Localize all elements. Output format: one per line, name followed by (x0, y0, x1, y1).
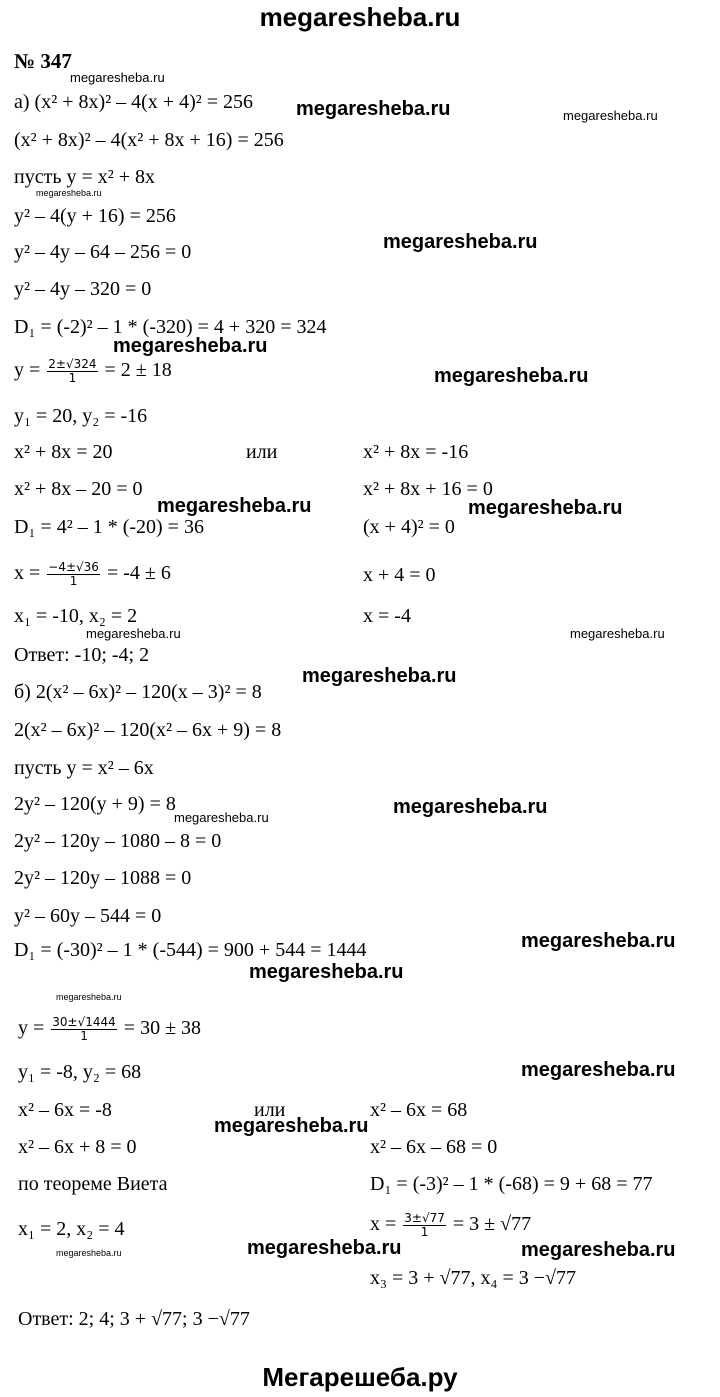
part-b-y-eq: y = (18, 1017, 45, 1040)
part-b-right-3: D₁ = (-3)² – 1 * (-68) = 9 + 68 = 77 (370, 1173, 653, 1195)
watermark: megaresheba.ru (521, 1239, 676, 1261)
part-b-fraction-line (18, 1016, 201, 1043)
part-a-y-eq: y = (14, 359, 41, 382)
site-header: megaresheba.ru (259, 2, 461, 32)
part-b-line-10: y₁ = -8, y₂ = 68 (18, 1061, 142, 1083)
watermark: megaresheba.ru (113, 335, 268, 357)
watermark: megaresheba.ru (393, 796, 548, 818)
part-a-right-2: x² + 8x + 16 = 0 (363, 478, 493, 500)
watermark: megaresheba.ru (521, 1059, 676, 1081)
part-b-roots: x₃ = 3 + √77, x₄ = 3 −√77 (370, 1267, 577, 1289)
part-b-left-4: x₁ = 2, x₂ = 4 (18, 1218, 125, 1240)
part-b-right-fraction (403, 1212, 446, 1239)
part-b-left-3: по теореме Виета (18, 1173, 168, 1195)
part-b-right-fraction-result: = 3 ± √77 (452, 1213, 532, 1236)
watermark: megaresheba.ru (174, 810, 269, 825)
part-b-right-fraction-line (370, 1212, 531, 1239)
watermark: megaresheba.ru (563, 108, 658, 123)
watermark: megaresheba.ru (249, 961, 404, 983)
part-b-line-3: пусть y = x² – 6x (14, 757, 154, 779)
part-b-left-2: x² – 6x + 8 = 0 (18, 1136, 137, 1158)
watermark: megaresheba.ru (296, 98, 451, 120)
part-a-line-2: (x² + 8x)² – 4(x² + 8x + 16) = 256 (14, 129, 284, 151)
part-b-fraction-result: = 30 ± 38 (123, 1017, 202, 1040)
part-a-right-1: x² + 8x = -16 (363, 441, 469, 463)
part-b-line-2: 2(x² – 6x)² – 120(x² – 6x + 9) = 8 (14, 719, 282, 741)
part-a-line-7: D₁ = (-2)² – 1 * (-320) = 4 + 320 = 324 (14, 316, 327, 338)
part-a-line-9: y₁ = 20, y₂ = -16 (14, 405, 148, 427)
part-a-left-fraction (47, 561, 100, 588)
part-a-answer: Ответ: -10; -4; 2 (14, 644, 150, 666)
part-a-fraction-num: 2±√324 (48, 357, 97, 371)
part-a-title: а) (x² + 8x)² – 4(x + 4)² = 256 (14, 91, 254, 113)
site-footer: Мегарешеба.ру (262, 1362, 458, 1392)
part-b-line-7: y² – 60y – 544 = 0 (14, 905, 162, 927)
part-b-right-2: x² – 6x – 68 = 0 (370, 1136, 498, 1158)
part-a-line-4: y² – 4(y + 16) = 256 (14, 205, 176, 227)
watermark: megaresheba.ru (86, 626, 181, 641)
part-b-or: или (254, 1099, 286, 1121)
part-b-fraction-num: 30±√1444 (52, 1015, 116, 1029)
part-a-left-fraction-result: = -4 ± 6 (106, 562, 171, 585)
part-a-or: или (246, 441, 278, 463)
part-b-line-5: 2y² – 120y – 1080 – 8 = 0 (14, 830, 222, 852)
part-b-right-fraction-den: 1 (420, 1225, 429, 1239)
part-a-left-1: x² + 8x = 20 (14, 441, 113, 463)
part-a-fraction-den: 1 (68, 371, 77, 385)
part-b-answer: Ответ: 2; 4; 3 + √77; 3 −√77 (18, 1308, 250, 1330)
part-b-line-4: 2y² – 120(y + 9) = 8 (14, 793, 176, 815)
part-a-left-fraction-line (14, 561, 171, 588)
part-a-line-3: пусть y = x² + 8x (14, 166, 155, 188)
part-a-left-2: x² + 8x – 20 = 0 (14, 478, 143, 500)
part-b-fraction-den: 1 (80, 1029, 88, 1043)
part-a-line-5: y² – 4y – 64 – 256 = 0 (14, 241, 192, 263)
part-a-right-4: x + 4 = 0 (363, 564, 436, 586)
part-b-line-8: D₁ = (-30)² – 1 * (-544) = 900 + 544 = 1444 (14, 939, 367, 961)
part-a-line-6: y² – 4y – 320 = 0 (14, 278, 152, 300)
watermark: megaresheba.ru (521, 930, 676, 952)
part-a-left-3: D₁ = 4² – 1 * (-20) = 36 (14, 516, 204, 538)
part-a-fraction-line (14, 358, 172, 385)
watermark: megaresheba.ru (56, 992, 122, 1002)
part-a-x-eq: x = (14, 562, 46, 585)
part-a-right-3: (x + 4)² = 0 (363, 516, 455, 538)
part-a-left-fraction-num: −4±√36 (48, 560, 99, 574)
watermark: megaresheba.ru (247, 1237, 402, 1259)
watermark: megaresheba.ru (157, 495, 312, 517)
part-a-left-fraction-den: 1 (69, 574, 78, 588)
task-number: № 347 (14, 49, 72, 73)
part-a-left-5: x₁ = -10, x₂ = 2 (14, 605, 138, 627)
watermark: megaresheba.ru (70, 70, 165, 85)
part-b-x-eq: x = (370, 1213, 397, 1236)
part-b-line-6: 2y² – 120y – 1088 = 0 (14, 867, 192, 889)
watermark: megaresheba.ru (36, 188, 102, 198)
watermark: megaresheba.ru (383, 231, 538, 253)
watermark: megaresheba.ru (434, 365, 589, 387)
part-b-right-1: x² – 6x = 68 (370, 1099, 468, 1121)
part-a-fraction-result: = 2 ± 18 (104, 359, 172, 382)
watermark: megaresheba.ru (56, 1248, 122, 1258)
part-a-fraction (47, 358, 97, 385)
part-b-title: б) 2(x² – 6x)² – 120(x – 3)² = 8 (14, 681, 262, 703)
part-b-fraction (51, 1016, 117, 1043)
part-b-right-fraction-num: 3±√77 (404, 1211, 445, 1225)
watermark: megaresheba.ru (570, 626, 665, 641)
part-b-left-1: x² – 6x = -8 (18, 1099, 112, 1121)
watermark: megaresheba.ru (302, 665, 457, 687)
part-a-right-5: x = -4 (363, 605, 411, 627)
watermark: megaresheba.ru (214, 1115, 369, 1137)
watermark: megaresheba.ru (468, 497, 623, 519)
